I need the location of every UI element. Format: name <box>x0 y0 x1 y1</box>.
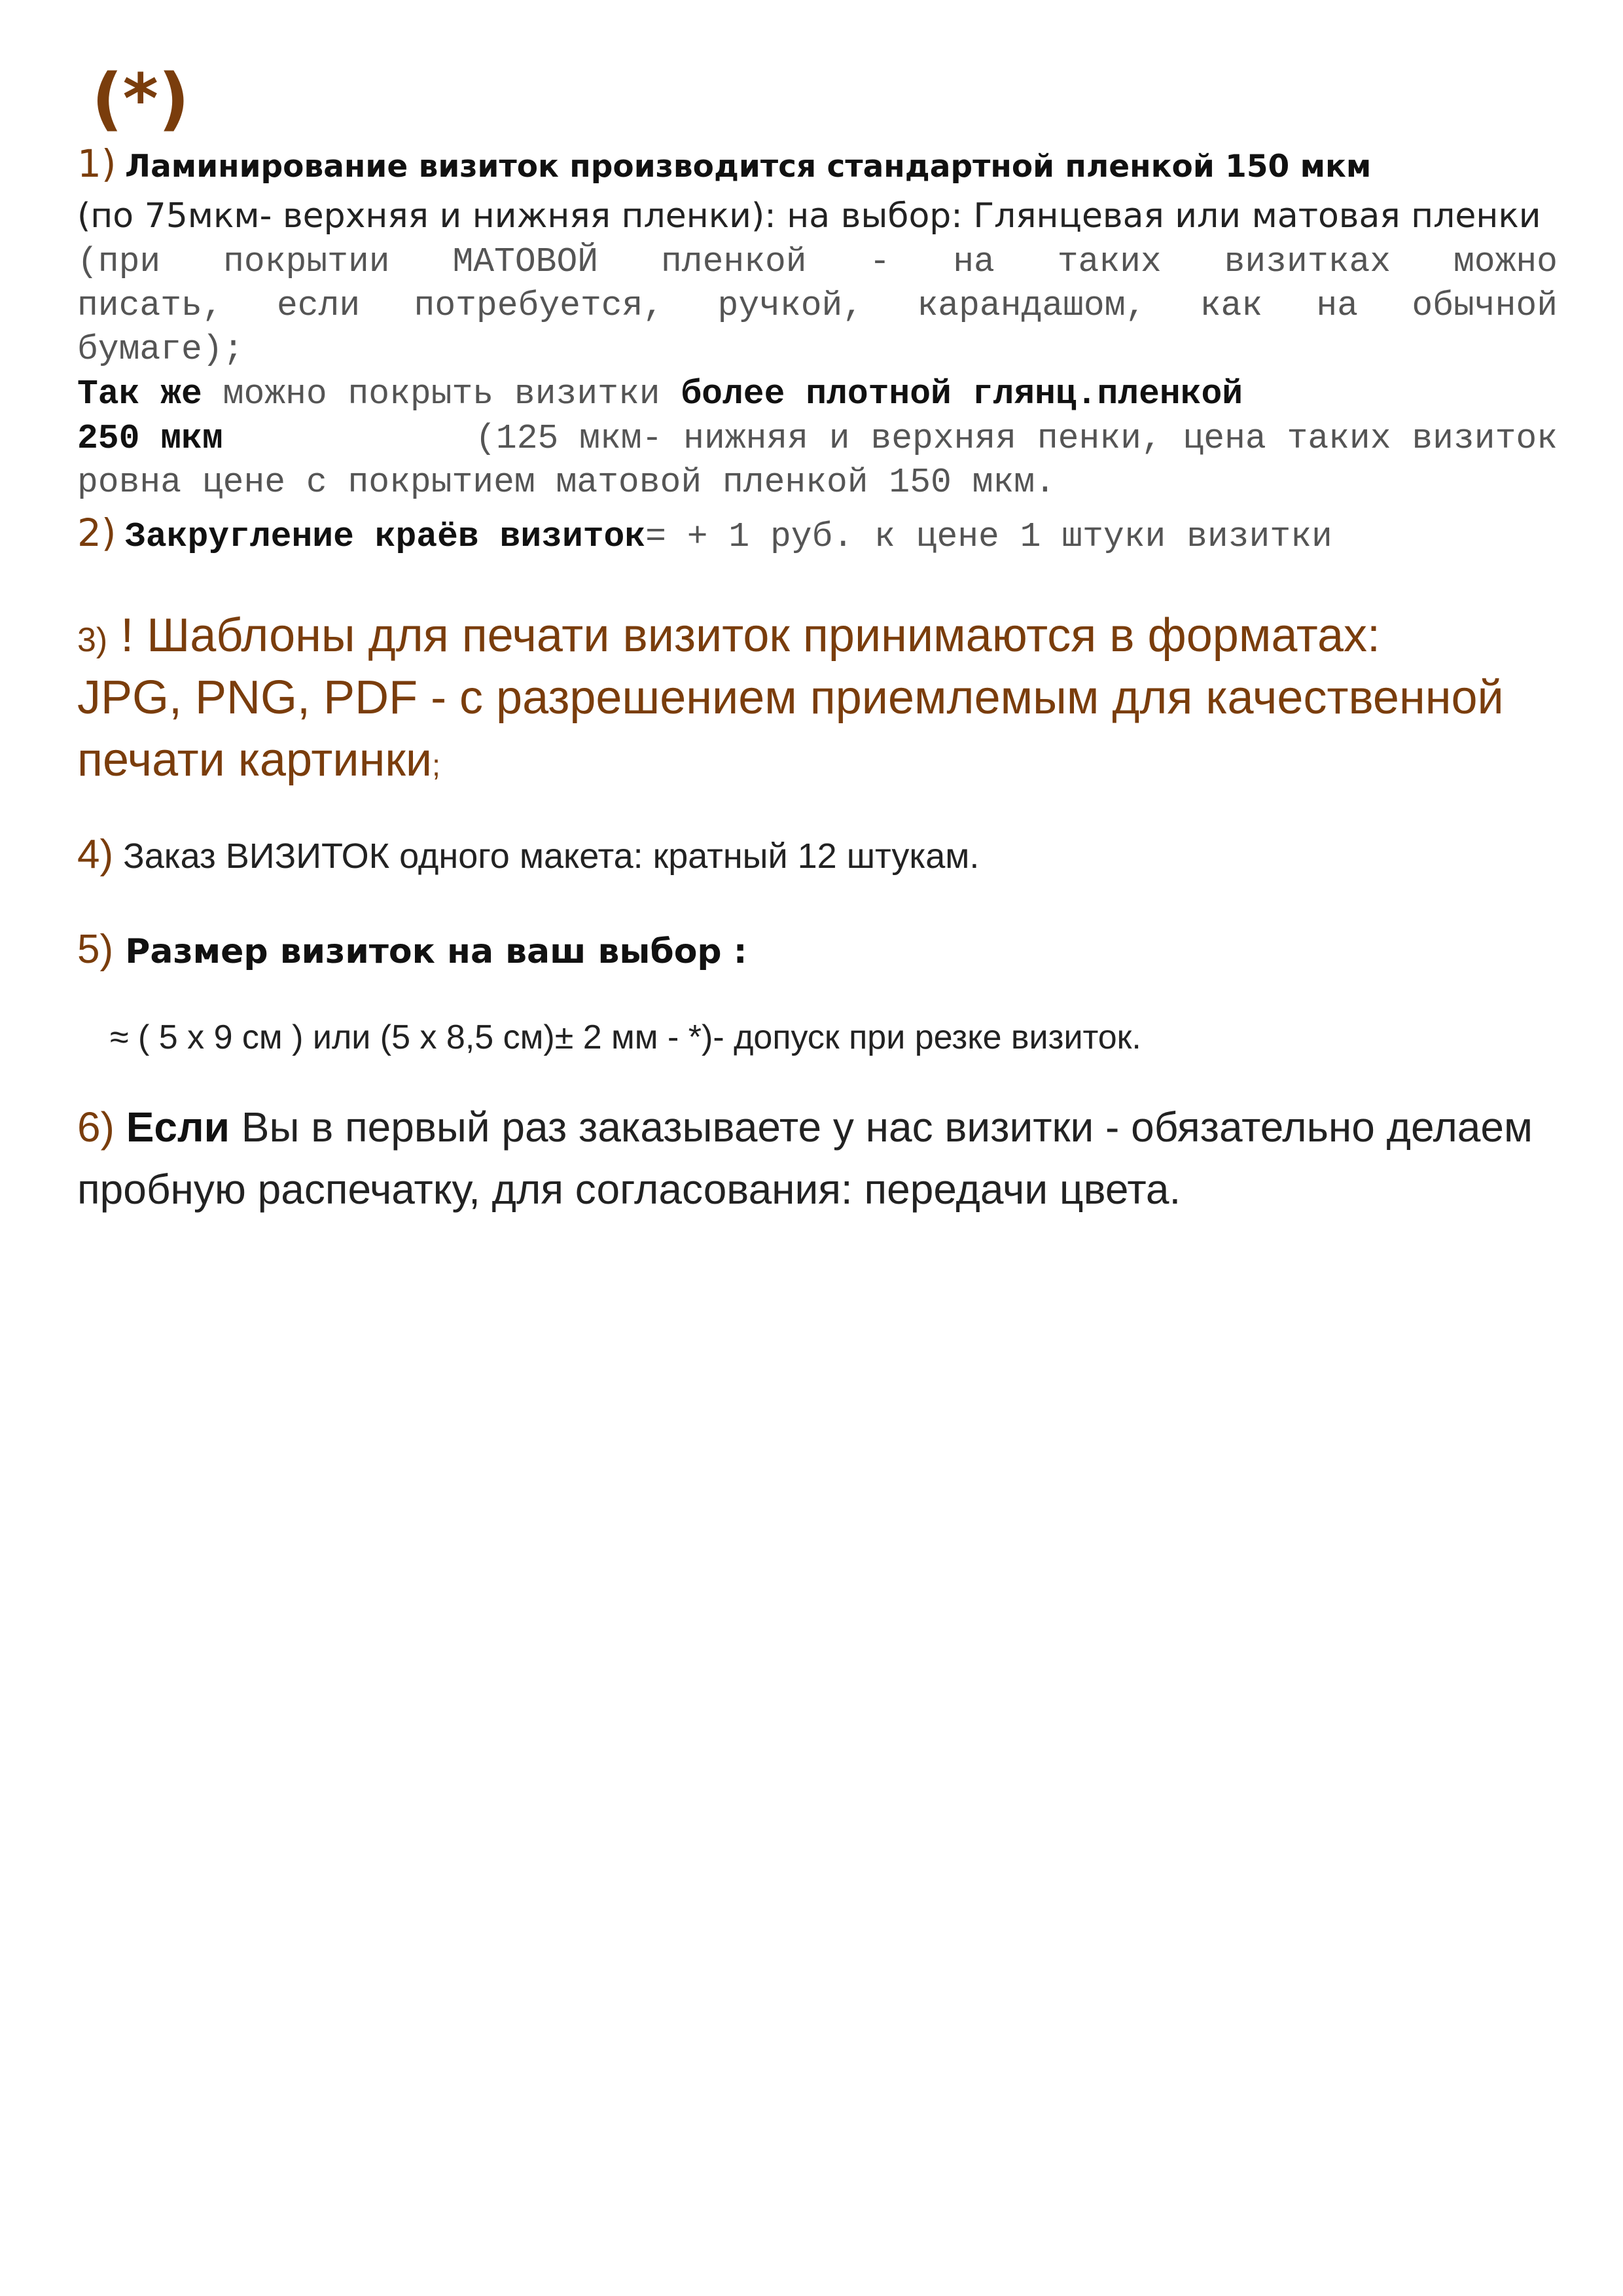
section-1-number: 1) <box>77 141 116 186</box>
section-5-number: 5) <box>77 927 114 972</box>
section-5-size-line: ≈ ( 5 х 9 см ) или (5 х 8,5 см)± 2 мм - *)- допуск при резке визиток. <box>110 1018 1141 1056</box>
section-1-heading-text: Ламинирование визиток производится стандартной пленкой 150 мкм <box>125 149 1372 185</box>
section-1-line-6-text: можно покрыть визитки <box>202 374 681 414</box>
section-3-number: 3) <box>77 621 108 659</box>
section-6-line-1 <box>77 1103 1558 1151</box>
section-3-line-1-text: ! Шаблоны для печати визиток принимаются в форматах: <box>107 609 1381 662</box>
section-3-line-3 <box>77 733 1558 787</box>
section-3-semicolon: ; <box>432 748 440 782</box>
section-1-bold-dense-film: более плотной глянц.пленкой <box>681 374 1243 414</box>
section-1-line-6 <box>77 374 1558 414</box>
section-5-heading: Размер визиток на ваш выбор : <box>113 932 747 971</box>
section-4-text: Заказ ВИЗИТОК одного макета: кратный 12 штукам. <box>113 836 980 876</box>
section-3-line-1 <box>77 609 1558 662</box>
section-3-line-3-text: печати картинки <box>77 734 433 786</box>
section-1-line-7 <box>77 419 1558 458</box>
section-1-line-8: ровна цене с покрытием матовой пленкой 150 мкм. <box>77 463 1056 502</box>
section-2-text: = + 1 руб. к цене 1 штуки визитки <box>645 517 1332 556</box>
section-1-line-4: писать, если потребуется, ручкой, карандашом, как на обычной <box>77 286 1558 325</box>
section-1-line-3: (при покрытии МАТОВОЙ пленкой - на таких визитках можно <box>77 242 1558 281</box>
section-6-number: 6) <box>77 1103 115 1151</box>
asterisk-marker: (*) <box>92 59 190 139</box>
section-1-heading <box>77 141 1558 186</box>
section-5 <box>77 926 1558 973</box>
section-6-line-2: пробную распечатку, для согласования: передачи цвета. <box>77 1166 1181 1213</box>
section-4 <box>77 831 1558 878</box>
section-3-line-2: JPG, PNG, PDF - с разрешением приемлемым для качественной <box>77 672 1504 724</box>
section-2 <box>77 511 1558 556</box>
section-6-line-1-text: Вы в первый раз заказываете у нас визитки - обязательно делаем <box>229 1103 1533 1151</box>
section-2-bold: Закругление краёв визиток <box>125 517 646 556</box>
section-1-bold-250: 250 мкм <box>77 419 223 458</box>
section-2-number: 2) <box>77 511 116 555</box>
section-6-bold-if: Если <box>114 1103 230 1151</box>
section-4-number: 4) <box>77 832 114 877</box>
section-1-line-2: (по 75мкм- верхняя и нижняя пленки): на выбор: Глянцевая или матовая пленки <box>77 196 1541 236</box>
section-1-bold-so-same: Так же <box>77 374 202 414</box>
section-1-line-5: бумаге); <box>77 330 244 369</box>
section-1-line-7-text: (125 мкм- нижняя и верхняя пенки, цена таких визиток <box>454 419 1558 458</box>
document-page <box>77 0 1558 2296</box>
